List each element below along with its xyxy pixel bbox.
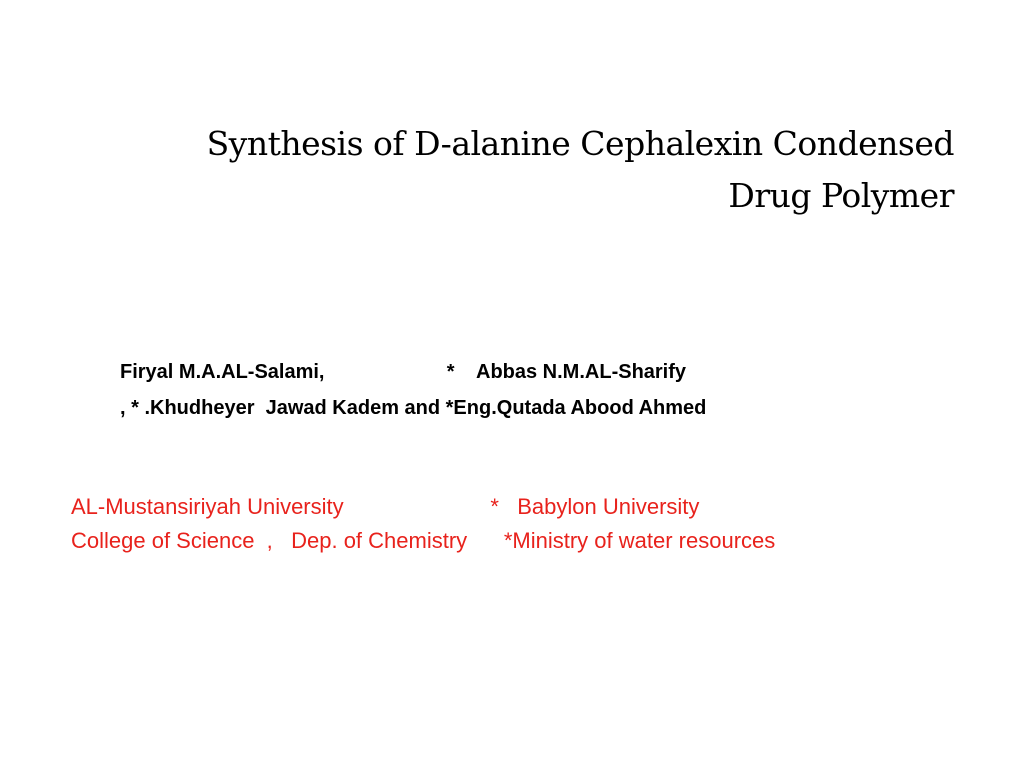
authors-line-2: , * .Khudheyer Jawad Kadem and *Eng.Qutada Abood Ahmed (120, 397, 707, 419)
affiliations-block (71, 490, 775, 558)
authors-line-1: Firyal M.A.AL-Salami, * Abbas N.M.AL-Sharify (120, 361, 687, 383)
slide-title (80, 118, 954, 222)
affiliations-line-1: AL-Mustansiriyah University * Babylon University (71, 494, 700, 519)
authors-block (120, 354, 706, 426)
title-line-2: Drug Polymer (728, 176, 954, 215)
affiliations-line-2: College of Science , Dep. of Chemistry *Ministry of water resources (71, 528, 776, 553)
title-line-1: Synthesis of D-alanine Cephalexin Condensed (206, 124, 954, 163)
